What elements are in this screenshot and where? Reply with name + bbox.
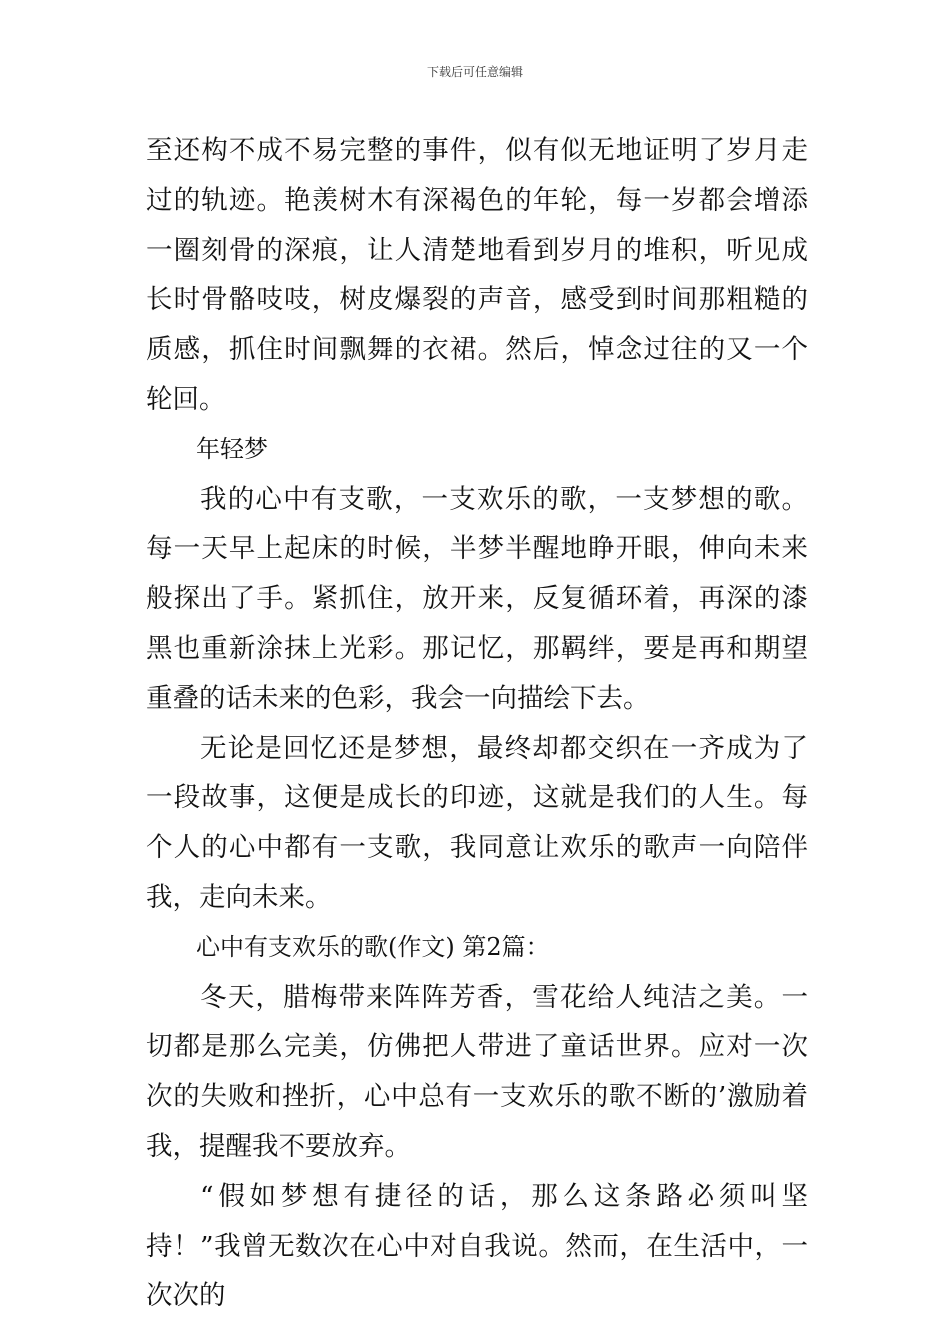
paragraph-1: 至还构不成不易完整的事件，似有似无地证明了岁月走过的轨迹。艳羡树木有深褐色的年轮，每一岁都会增添一圈刻骨的深痕，让人清楚地看到岁月的堆积，听见成长时骨骼吱吱，树皮爆裂的声音，感受到时间那粗糙的质感，抓住时间飘舞的衣裙。然后，悼念过往的又一个轮回。 — [146, 135, 808, 415]
page-header: 下载后可任意编辑 — [426, 65, 523, 79]
section-heading-nianqingmeng: 年轻梦 — [196, 434, 268, 463]
document-body — [146, 126, 808, 1321]
section-heading-article-2: 心中有支欢乐的歌(作文) 第2篇： — [196, 932, 550, 961]
paragraph-4: 冬天，腊梅带来阵阵芳香，雪花给人纯洁之美。一切都是那么完美，仿佛把人带进了童话世界。应对一次次的失败和挫折，心中总有一支欢乐的歌不断的’激励着我，提醒我不要放弃。 — [146, 981, 808, 1162]
paragraph-3: 无论是回忆还是梦想，最终却都交织在一齐成为了一段故事，这便是成长的印迹，这就是我们的人生。每个人的心中都有一支歌，我同意让欢乐的歌声一向陪伴我，走向未来。 — [146, 732, 808, 913]
paragraph-5: “假如梦想有捷径的话，那么这条路必须叫坚持！”我曾无数次在心中对自我说。然而，在生活中，一次次的 — [146, 1180, 808, 1312]
paragraph-2: 我的心中有支歌，一支欢乐的歌，一支梦想的歌。每一天早上起床的时候，半梦半醒地睁开眼，伸向未来般探出了手。紧抓住，放开来，反复循环着，再深的漆黑也重新涂抹上光彩。那记忆，那羁绊，要是再和期望重叠的话未来的色彩，我会一向描绘下去。 — [146, 483, 808, 714]
